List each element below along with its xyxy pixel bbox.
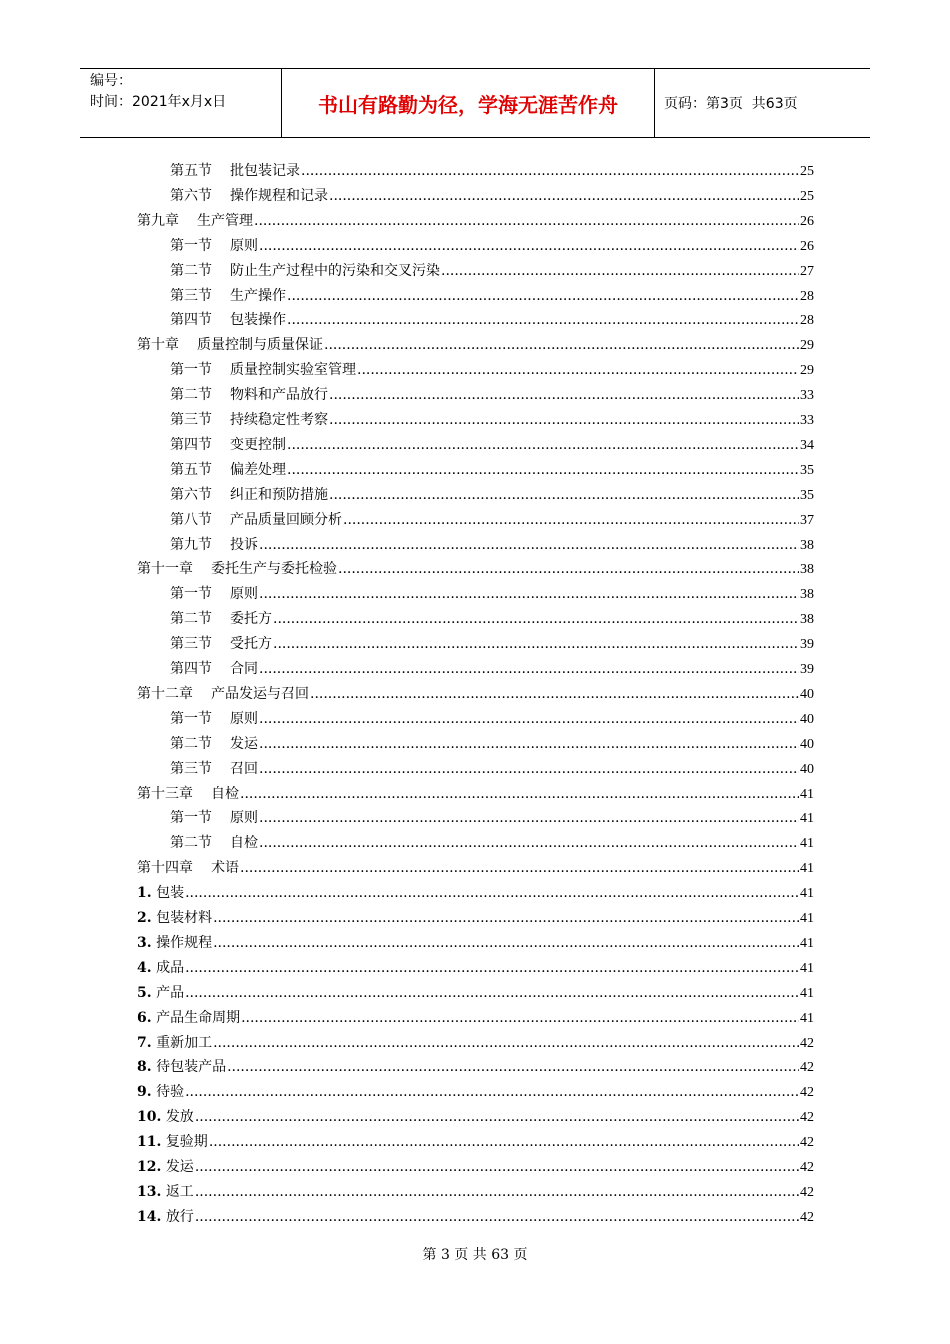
toc-entry-page: 39 xyxy=(800,662,814,677)
dot-leader xyxy=(287,458,799,483)
toc-entry-page: 41 xyxy=(800,985,814,1001)
toc-entry-title xyxy=(137,856,239,881)
toc-entry-page: 40 xyxy=(800,686,814,702)
toc-entry[interactable] xyxy=(137,1130,814,1155)
toc-entry-page: 34 xyxy=(800,437,814,453)
document-number-label: 编号： xyxy=(90,73,132,89)
toc-entry-page: 41 xyxy=(800,786,814,802)
toc-entry-label: 放行 xyxy=(165,1208,194,1225)
toc-entry[interactable] xyxy=(170,308,814,333)
toc-entry-number: 11. xyxy=(137,1134,162,1151)
toc-entry-page: 27 xyxy=(800,263,814,279)
header-page-text: 页码：第3页 共63页 xyxy=(664,96,798,112)
dot-leader xyxy=(259,707,799,732)
toc-entry-title xyxy=(137,1205,194,1230)
toc-entry[interactable] xyxy=(170,358,814,383)
toc-entry[interactable] xyxy=(137,906,814,931)
toc-entry-label: 产品质量回顾分析 xyxy=(230,511,342,528)
toc-entry[interactable] xyxy=(137,1031,814,1056)
toc-entry-number: 13. xyxy=(137,1183,162,1200)
toc-entry-page: 39 xyxy=(800,637,814,653)
toc-entry-page: 42 xyxy=(800,1184,814,1200)
toc-entry-title xyxy=(137,1006,240,1031)
toc-entry[interactable] xyxy=(170,582,814,607)
toc-entry-label: 原则 xyxy=(230,586,258,603)
toc-entry-page: 40 xyxy=(800,711,814,727)
toc-entry-page: 41 xyxy=(800,1010,814,1026)
dot-leader xyxy=(259,831,799,856)
toc-entry[interactable] xyxy=(137,1155,814,1180)
toc-entry[interactable] xyxy=(137,557,814,582)
toc-entry-label: 复验期 xyxy=(165,1134,208,1151)
toc-entry-title xyxy=(170,458,286,483)
page-header xyxy=(80,68,870,138)
toc-entry-label: 委托方 xyxy=(230,611,272,628)
toc-entry-title xyxy=(170,259,440,284)
toc-entry-label: 质量控制与质量保证 xyxy=(197,337,323,354)
toc-entry-title xyxy=(170,732,258,757)
toc-entry-label: 包装材料 xyxy=(156,910,213,926)
toc-entry-title xyxy=(170,757,258,782)
toc-entry-title xyxy=(137,1055,226,1080)
dot-leader xyxy=(241,1006,799,1031)
toc-entry-number: 7. xyxy=(137,1034,152,1051)
toc-entry-label: 术语 xyxy=(211,860,239,877)
toc-entry[interactable] xyxy=(137,1006,814,1031)
toc-entry-number: 第十一章 xyxy=(137,561,193,578)
toc-entry-page: 25 xyxy=(800,188,814,204)
toc-entry-title xyxy=(170,831,258,856)
toc-entry[interactable] xyxy=(170,757,814,782)
toc-entry-page: 38 xyxy=(800,537,814,553)
toc-entry-label: 偏差处理 xyxy=(230,461,286,478)
toc-entry-number: 第六节 xyxy=(170,187,212,204)
toc-entry-number: 1. xyxy=(137,885,152,902)
toc-entry[interactable] xyxy=(137,956,814,981)
dot-leader xyxy=(338,557,799,582)
dot-leader xyxy=(273,607,799,632)
dot-leader xyxy=(441,259,799,284)
toc-entry[interactable] xyxy=(137,1205,814,1230)
toc-entry-label: 产品发运与召回 xyxy=(211,685,309,702)
toc-entry-number: 第二节 xyxy=(170,735,212,752)
toc-entry-page: 41 xyxy=(800,861,814,877)
header-page-info xyxy=(655,69,870,137)
page-footer: 第 3 页 共 63 页 xyxy=(422,1247,528,1263)
toc-entry-number: 3. xyxy=(137,934,152,951)
toc-entry-title xyxy=(137,782,239,807)
toc-entry-number: 14. xyxy=(137,1208,162,1225)
toc-entry-label: 包装 xyxy=(156,885,185,902)
toc-entry-number: 第一节 xyxy=(170,362,212,379)
toc-entry-title xyxy=(170,508,342,533)
toc-entry-title xyxy=(137,209,253,234)
toc-entry-title xyxy=(170,533,258,558)
dot-leader xyxy=(240,856,799,881)
toc-entry-title xyxy=(137,1155,194,1180)
toc-entry-number: 第八节 xyxy=(170,511,212,528)
dot-leader xyxy=(287,433,799,458)
toc-entry-page: 25 xyxy=(800,164,814,179)
toc-entry-title xyxy=(137,981,184,1006)
toc-entry-label: 生产操作 xyxy=(230,287,286,304)
dot-leader xyxy=(301,159,799,184)
toc-entry-number: 第三节 xyxy=(170,287,212,304)
toc-entry-page: 42 xyxy=(800,1209,814,1225)
dot-leader xyxy=(273,632,799,657)
toc-entry[interactable] xyxy=(170,483,814,508)
toc-entry[interactable] xyxy=(170,732,814,757)
toc-entry-label: 质量控制实验室管理 xyxy=(230,362,356,379)
toc-entry-number: 6. xyxy=(137,1009,152,1026)
dot-leader xyxy=(195,1205,799,1230)
toc-entry-page: 42 xyxy=(800,1110,814,1126)
toc-entry-label: 发放 xyxy=(165,1109,194,1126)
dot-leader xyxy=(259,732,799,757)
toc-entry-label: 纠正和预防措施 xyxy=(230,486,328,503)
toc-entry-number: 第四节 xyxy=(170,436,212,453)
toc-entry-number: 第二节 xyxy=(170,611,212,628)
dot-leader xyxy=(259,806,799,831)
toc-entry-label: 持续稳定性考察 xyxy=(230,412,328,428)
toc-entry[interactable] xyxy=(137,856,814,881)
toc-entry-title xyxy=(170,383,328,408)
dot-leader xyxy=(310,682,799,707)
toc-entry[interactable] xyxy=(137,1080,814,1105)
toc-entry-number: 第十三章 xyxy=(137,785,193,802)
toc-entry-number: 第一节 xyxy=(170,710,212,727)
toc-entry-number: 10. xyxy=(137,1109,162,1126)
toc-entry[interactable] xyxy=(170,383,814,408)
toc-entry-number: 4. xyxy=(137,959,152,976)
toc-entry-title xyxy=(170,408,328,433)
toc-entry-number: 第四节 xyxy=(170,312,212,329)
toc-entry-label: 自检 xyxy=(211,785,239,802)
toc-entry-number: 9. xyxy=(137,1084,152,1101)
toc-entry-page: 29 xyxy=(800,363,814,379)
dot-leader xyxy=(259,234,799,259)
toc-entry-label: 自检 xyxy=(230,835,258,852)
toc-entry-label: 召回 xyxy=(230,760,258,777)
dot-leader xyxy=(287,284,799,309)
header-meta xyxy=(80,69,282,137)
toc-entry-page: 40 xyxy=(800,761,814,777)
toc-entry-page: 35 xyxy=(800,487,814,503)
toc-entry[interactable] xyxy=(137,931,814,956)
toc-entry[interactable] xyxy=(137,1105,814,1130)
toc-entry[interactable] xyxy=(137,782,814,807)
toc-entry-label: 返工 xyxy=(165,1183,194,1200)
toc-entry-title xyxy=(137,333,323,358)
toc-entry-label: 操作规程 xyxy=(156,934,213,951)
toc-entry-title xyxy=(170,582,258,607)
toc-entry-number: 第六节 xyxy=(170,486,212,503)
toc-entry-number: 第一节 xyxy=(170,586,212,603)
toc-entry-title xyxy=(137,1180,194,1205)
toc-entry[interactable] xyxy=(170,533,814,558)
toc-entry-page: 40 xyxy=(800,736,814,752)
toc-entry-page: 41 xyxy=(800,935,814,951)
toc-entry[interactable] xyxy=(170,632,814,657)
toc-entry-title xyxy=(170,358,356,383)
toc-entry[interactable] xyxy=(170,259,814,284)
dot-leader xyxy=(185,981,799,1006)
toc-entry-page: 29 xyxy=(800,338,814,354)
toc-entry-title xyxy=(170,234,258,259)
toc-entry-number: 第五节 xyxy=(170,461,212,478)
toc-entry-page: 28 xyxy=(800,313,814,329)
dot-leader xyxy=(227,1055,799,1080)
toc-entry[interactable] xyxy=(170,508,814,533)
toc-entry[interactable] xyxy=(137,682,814,707)
toc-entry-page: 38 xyxy=(800,612,814,628)
toc-entry[interactable] xyxy=(170,284,814,309)
toc-entry-page: 41 xyxy=(800,960,814,976)
toc-entry-number: 第二节 xyxy=(170,262,212,279)
toc-entry-label: 待验 xyxy=(156,1084,185,1101)
toc-entry-label: 待包装产品 xyxy=(156,1059,227,1076)
toc-entry-label: 批包装记录 xyxy=(230,163,300,179)
toc-entry-title xyxy=(170,657,258,682)
toc-entry[interactable] xyxy=(170,806,814,831)
toc-entry-label: 物料和产品放行 xyxy=(230,387,328,404)
toc-entry-number: 第四节 xyxy=(170,661,212,677)
toc-entry-page: 42 xyxy=(800,1085,814,1101)
toc-entry-page: 38 xyxy=(800,587,814,603)
toc-entry-number: 第五节 xyxy=(170,163,212,179)
dot-leader xyxy=(209,1130,799,1155)
header-motto: 书山有路勤为径，学海无涯苦作舟 xyxy=(282,69,655,137)
toc-entry-page: 42 xyxy=(800,1160,814,1175)
dot-leader xyxy=(287,308,799,333)
toc-entry-page: 42 xyxy=(800,1135,814,1151)
toc-entry-label: 受托方 xyxy=(230,636,272,653)
document-time: 时间：2021年x月x日 xyxy=(90,94,227,110)
toc-entry-number: 2. xyxy=(137,910,152,926)
dot-leader xyxy=(195,1180,799,1205)
toc-entry[interactable] xyxy=(170,159,814,184)
toc-entry[interactable] xyxy=(137,333,814,358)
toc-entry[interactable] xyxy=(170,433,814,458)
toc-entry-title xyxy=(170,433,286,458)
toc-entry-page: 42 xyxy=(800,1035,814,1051)
dot-leader xyxy=(329,383,799,408)
toc-entry-label: 发运 xyxy=(165,1159,194,1175)
dot-leader xyxy=(324,333,799,358)
toc-entry-title xyxy=(170,707,258,732)
toc-entry[interactable] xyxy=(137,1180,814,1205)
toc-entry-label: 操作规程和记录 xyxy=(230,187,328,204)
dot-leader xyxy=(329,408,799,433)
toc-entry[interactable] xyxy=(170,657,814,682)
toc-entry-page: 41 xyxy=(800,811,814,827)
toc-entry-title xyxy=(170,483,328,508)
toc-entry-label: 防止生产过程中的污染和交叉污染 xyxy=(230,262,440,279)
toc-entry-label: 重新加工 xyxy=(156,1034,213,1051)
toc-entry-title xyxy=(137,956,184,981)
toc-entry-title xyxy=(170,806,258,831)
toc-entry-title xyxy=(137,931,212,956)
toc-entry-number: 第二节 xyxy=(170,387,212,404)
toc-entry-title xyxy=(170,632,272,657)
toc-entry-page: 37 xyxy=(800,512,814,528)
toc-entry-title xyxy=(137,1105,194,1130)
toc-entry-label: 原则 xyxy=(230,710,258,727)
toc-entry-number: 第三节 xyxy=(170,412,212,428)
toc-entry[interactable] xyxy=(170,184,814,209)
toc-entry-number: 第十章 xyxy=(137,337,179,354)
toc-entry-title xyxy=(137,1130,208,1155)
toc-entry-title xyxy=(137,557,337,582)
toc-entry-title xyxy=(137,1080,184,1105)
toc-entry-label: 发运 xyxy=(230,735,258,752)
toc-entry-title xyxy=(170,607,272,632)
toc-entry-label: 产品 xyxy=(156,984,185,1001)
toc-entry-label: 委托生产与委托检验 xyxy=(211,561,337,578)
toc-entry-label: 产品生命周期 xyxy=(156,1009,241,1026)
dot-leader xyxy=(185,956,799,981)
toc-entry-page: 42 xyxy=(800,1060,814,1076)
toc-entry-page: 41 xyxy=(800,886,814,902)
toc-entry-label: 生产管理 xyxy=(197,212,253,229)
toc-entry-label: 包装操作 xyxy=(230,312,286,329)
toc-entry-title xyxy=(170,284,286,309)
dot-leader xyxy=(329,483,799,508)
toc-entry[interactable] xyxy=(137,981,814,1006)
toc-entry-number: 第九章 xyxy=(137,212,179,229)
dot-leader xyxy=(329,184,799,209)
toc-entry-title xyxy=(170,308,286,333)
toc-entry-number: 8. xyxy=(137,1059,152,1076)
toc-entry-label: 变更控制 xyxy=(230,436,286,453)
toc-entry-number: 第三节 xyxy=(170,636,212,653)
toc-entry-label: 原则 xyxy=(230,237,258,254)
toc-entry-number: 第九节 xyxy=(170,536,212,553)
toc-entry-page: 41 xyxy=(800,836,814,852)
dot-leader xyxy=(259,582,799,607)
toc-entry-number: 第一节 xyxy=(170,237,212,254)
toc-entry-page: 35 xyxy=(800,462,814,478)
toc-entry-number: 第一节 xyxy=(170,810,212,827)
toc-entry-number: 第十二章 xyxy=(137,685,193,702)
dot-leader xyxy=(213,1031,799,1056)
toc-entry-page: 33 xyxy=(800,413,814,428)
toc-entry-page: 33 xyxy=(800,388,814,404)
dot-leader xyxy=(185,881,799,906)
toc-entry[interactable] xyxy=(137,881,814,906)
toc-entry-page: 38 xyxy=(800,562,814,578)
dot-leader xyxy=(213,906,799,931)
toc-entry-title xyxy=(137,881,184,906)
toc-entry[interactable] xyxy=(170,707,814,732)
toc-entry[interactable] xyxy=(170,458,814,483)
dot-leader xyxy=(259,657,799,682)
dot-leader xyxy=(185,1080,799,1105)
dot-leader xyxy=(195,1155,799,1180)
toc-entry[interactable] xyxy=(170,234,814,259)
toc-entry-page: 26 xyxy=(800,213,814,229)
toc-entry-title xyxy=(137,1031,212,1056)
toc-entry-title xyxy=(170,159,300,184)
toc-entry-number: 5. xyxy=(137,984,152,1001)
dot-leader xyxy=(259,533,799,558)
toc-entry-number: 第三节 xyxy=(170,760,212,777)
toc-entry-label: 投诉 xyxy=(230,536,258,553)
toc-entry-label: 原则 xyxy=(230,810,258,827)
toc-entry-number: 第二节 xyxy=(170,835,212,852)
toc-entry-label: 成品 xyxy=(156,959,185,976)
toc-entry[interactable] xyxy=(170,408,814,433)
toc-entry-label: 合同 xyxy=(230,661,258,677)
toc-entry-number: 第十四章 xyxy=(137,860,193,877)
toc-entry[interactable] xyxy=(170,831,814,856)
toc-entry-title xyxy=(137,682,309,707)
dot-leader xyxy=(195,1105,799,1130)
toc-entry-page: 41 xyxy=(800,911,814,926)
toc-entry-page: 26 xyxy=(800,238,814,254)
dot-leader xyxy=(240,782,799,807)
toc-entry-title xyxy=(137,906,212,931)
dot-leader xyxy=(259,757,799,782)
toc-entry-page: 28 xyxy=(800,288,814,304)
toc-entry-title xyxy=(170,184,328,209)
dot-leader xyxy=(357,358,799,383)
toc-entry-number: 12. xyxy=(137,1159,162,1175)
toc-entry[interactable] xyxy=(137,209,814,234)
toc-entry[interactable] xyxy=(170,607,814,632)
dot-leader xyxy=(254,209,799,234)
dot-leader xyxy=(213,931,799,956)
dot-leader xyxy=(343,508,799,533)
toc-entry[interactable] xyxy=(137,1055,814,1080)
